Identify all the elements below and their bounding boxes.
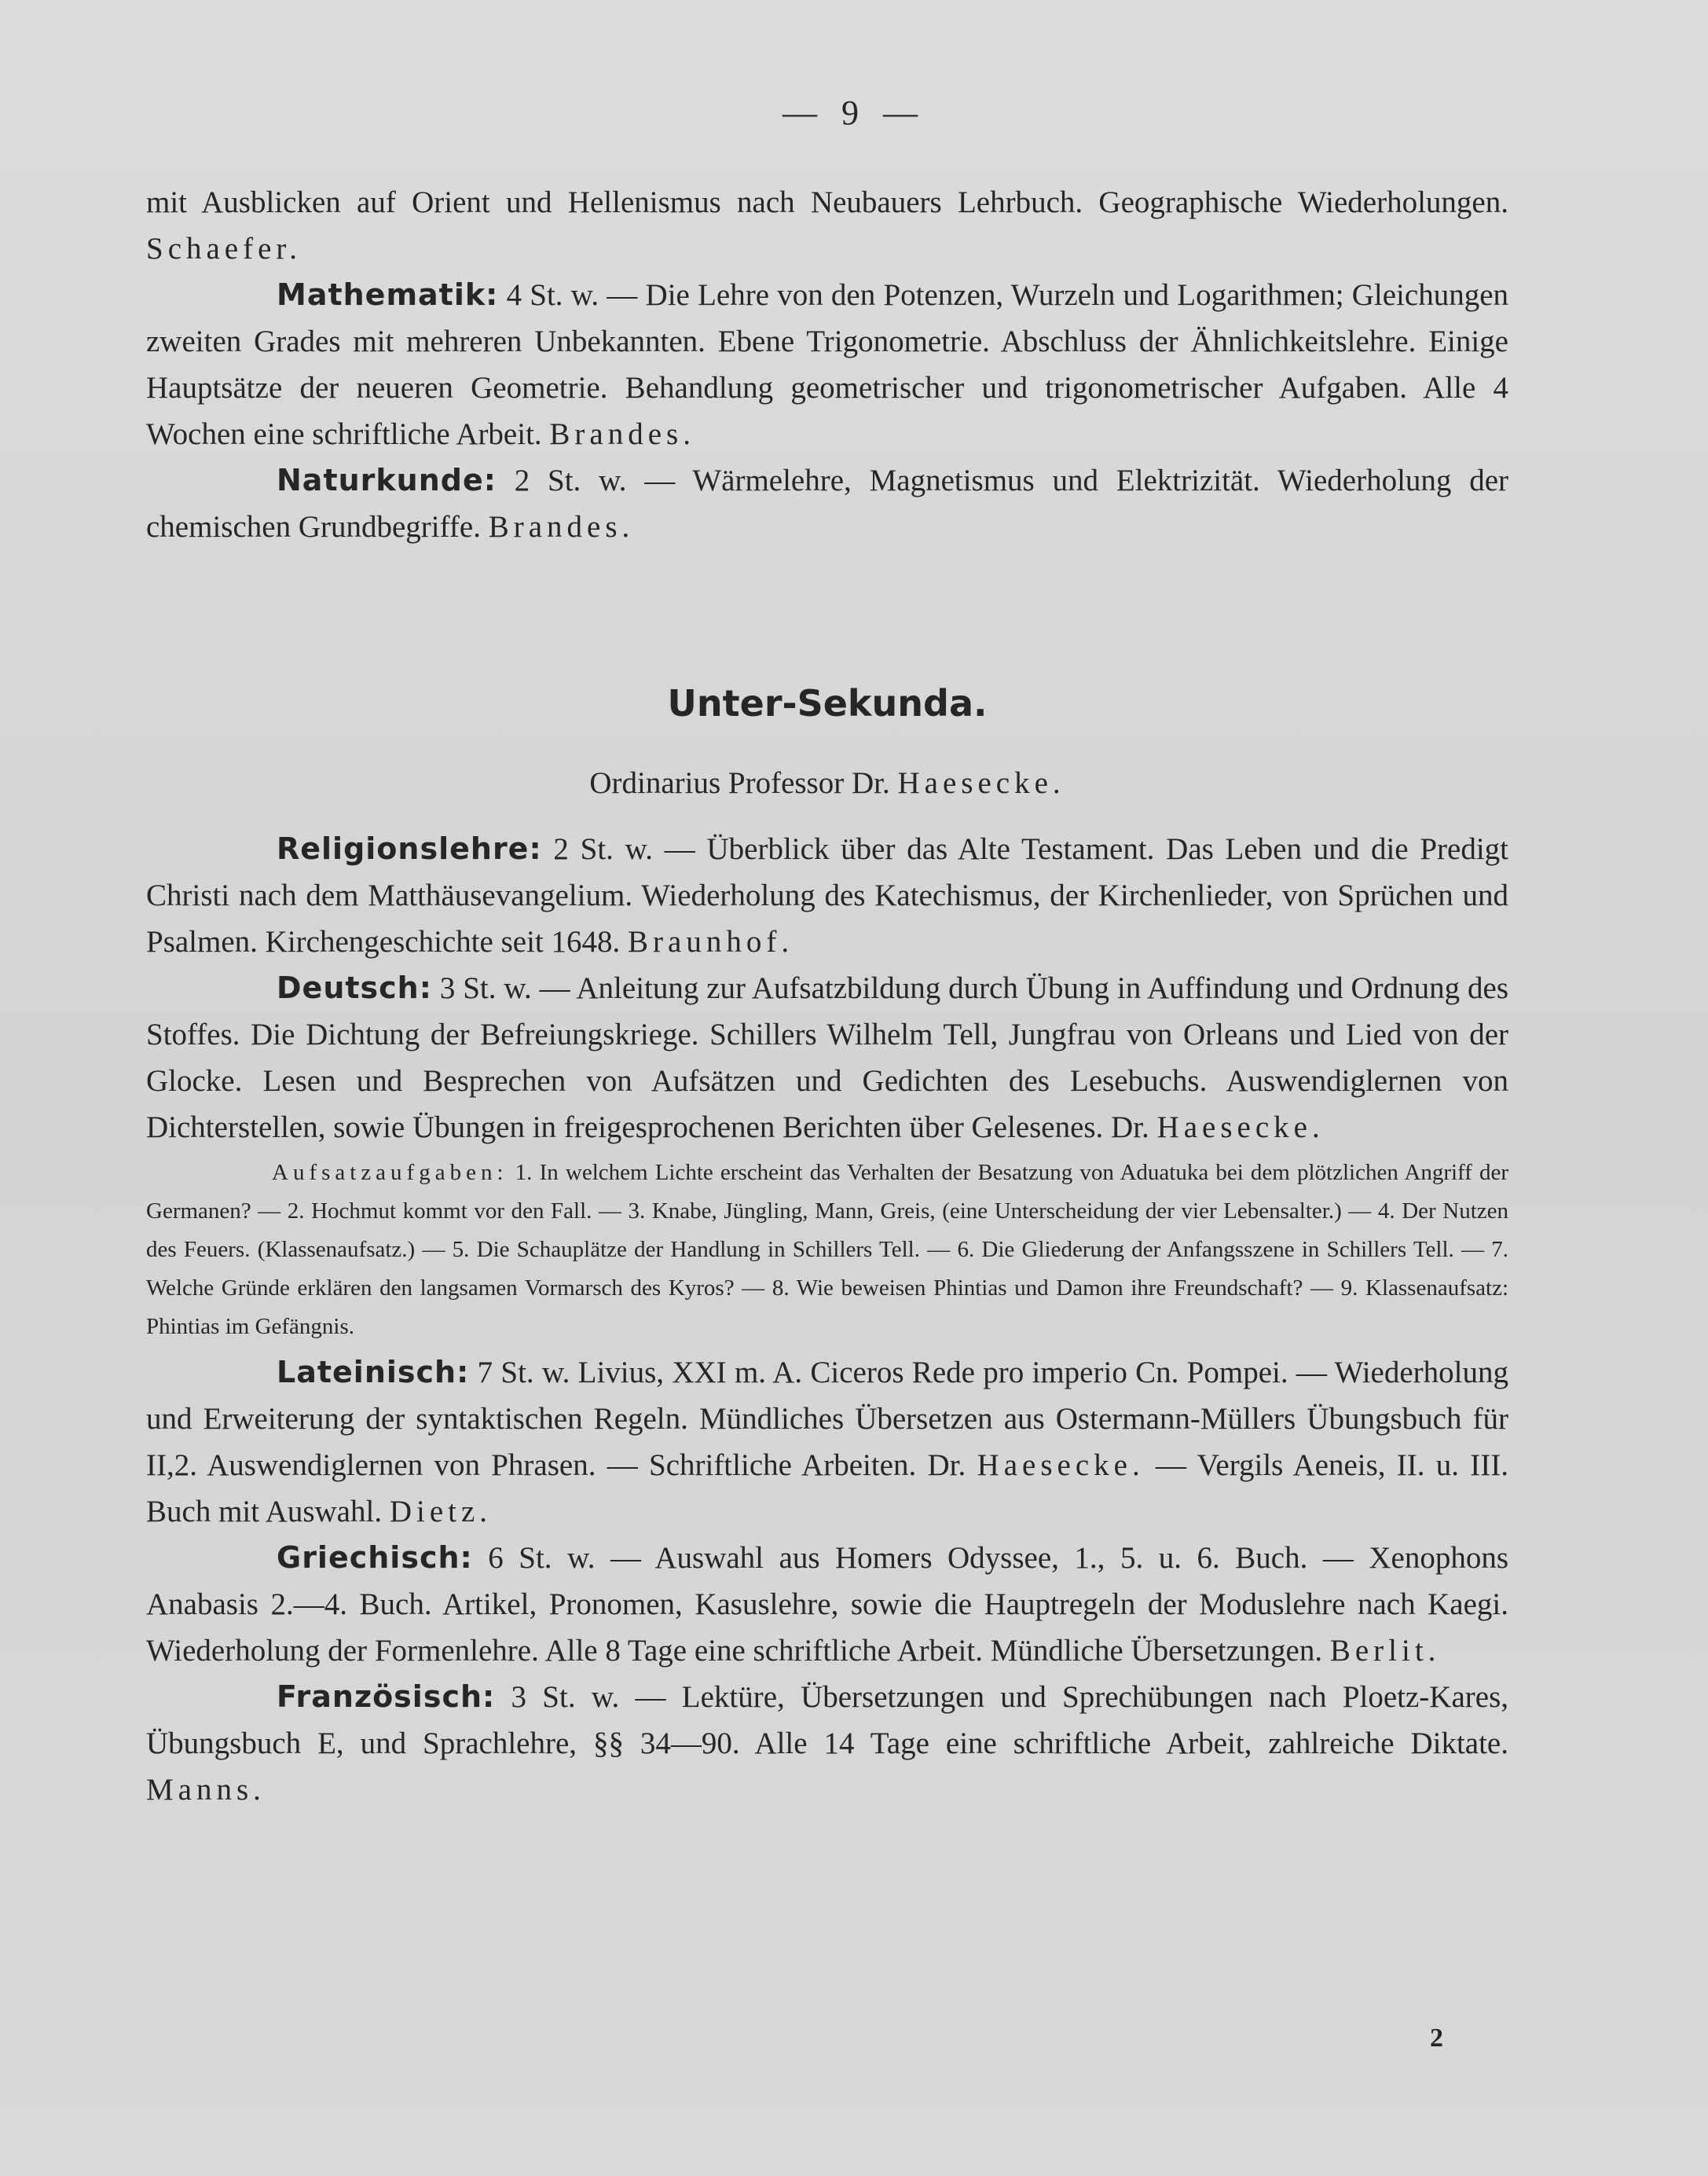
griechisch-heading: Griechisch: — [277, 1540, 473, 1575]
intro-paragraph — [146, 179, 1508, 272]
griechisch-text: 6 St. w. — Auswahl aus Homers Odyssee, 1., 5. u. 6. Buch. — Xenophons Anabasis 2.—4. Buch. Artikel, Pronomen, Kasuslehre, sowie die Hauptregeln der Moduslehre nach Kaegi. Wiederholung der Formenlehre. Alle 8 Tage eine schriftliche Arbeit. Mündliche Übersetzungen. — [146, 1541, 1509, 1668]
ordinarius-name: Haesecke. — [897, 766, 1065, 800]
franzoesisch-text: 3 St. w. — Lektüre, Übersetzungen und Sprechübungen nach Ploetz-Kares, Übungsbuch E, und Sprachlehre, §§ 34—90. Alle 14 Tage eine schriftliche Arbeit, zahlreiche Diktate. — [146, 1680, 1508, 1760]
mathematik-heading: Mathematik: — [277, 277, 499, 312]
lateinisch-teacher-2: Dietz. — [389, 1495, 493, 1528]
ordinarius-line — [146, 765, 1508, 801]
religion-heading: Religionslehre: — [277, 831, 542, 866]
mathematik-text: 4 St. w. — Die Lehre von den Potenzen, Wurzeln und Logarithmen; Gleichungen zweiten Grades mit mehreren Unbekannten. Ebene Trigonometrie. Abschluss der Ähnlichkeitslehre. Einige Hauptsätze der neueren Geometrie. Behandlung geometrischer und trigonometrischer Aufgaben. Alle 4 Wochen eine schriftliche Arbeit. — [146, 278, 1509, 451]
naturkunde-text: 2 St. w. — Wärmelehre, Magnetismus und Elektrizität. Wiederholung der chemischen Grundbegriffe. — [146, 464, 1509, 544]
previous-section-continuation — [146, 179, 1508, 550]
lateinisch-text-1: 7 St. w. Livius, XXI m. A. Ciceros Rede pro imperio Cn. Pompei. — Wiederholung und Erweiterung der syntaktischen Regeln. Mündliches Übersetzen aus Ostermann-Müllers Übungsbuch für II,2. Auswendiglernen von Phrasen. — Schriftliche Arbeiten. Dr. — [146, 1356, 1508, 1482]
unter-sekunda-section — [146, 682, 1508, 1813]
lateinisch-text-2: — Vergils Aeneis, II. u. III. Buch mit Auswahl. — [146, 1448, 1509, 1528]
naturkunde-heading: Naturkunde: — [277, 463, 497, 497]
naturkunde-teacher: Brandes. — [488, 510, 635, 544]
franzoesisch-paragraph — [146, 1674, 1508, 1813]
section-title: Unter-Sekunda. — [667, 682, 988, 725]
intro-teacher: Schaefer. — [146, 232, 302, 266]
page-number: — 9 — — [783, 94, 925, 132]
mathematik-teacher: Brandes. — [549, 417, 695, 451]
religion-text: 2 St. w. — Überblick über das Alte Testament. Das Leben und die Predigt Christi nach dem Matthäusevangelium. Wiederholung des Katechismus, der Kirchenlieder, von Sprüchen und Psalmen. Kirchengeschichte seit 1648. — [146, 832, 1509, 959]
lateinisch-teacher-1: Haesecke. — [977, 1448, 1145, 1482]
deutsch-paragraph — [146, 965, 1508, 1150]
mathematik-paragraph — [146, 272, 1508, 457]
franzoesisch-teacher: Manns. — [146, 1773, 266, 1807]
deutsch-text: 3 St. w. — Anleitung zur Aufsatzbildung durch Übung in Auffindung und Ordnung des Stoffes. Die Dichtung der Befreiungskriege. Schillers Wilhelm Tell, Jungfrau von Orleans und Lied von der Glocke. Lesen und Besprechen von Aufsätzen und Gedichten des Lesebuchs. Auswendiglernen von Dichterstellen, sowie Übungen in freigesprochenen Berichten über Gelesenes. Dr. — [146, 971, 1508, 1144]
lateinisch-paragraph — [146, 1349, 1508, 1535]
ordinarius-text: Ordinarius Professor Dr. — [589, 766, 890, 800]
printer-signature: 2 — [1430, 2024, 1443, 2053]
aufsatz-text: 1. In welchem Lichte erscheint das Verhalten der Besatzung von Aduatuka bei dem plötzlichen Angriff der Germanen? — 2. Hochmut kommt vor den Fall. — 3. Knabe, Jüngling, Mann, Greis, (eine Unterscheidung der vier Lebensalter.) — 4. Der Nutzen des Feuers. (Klassenaufsatz.) — 5. Die Schauplätze der Handlung in Schillers Tell. — 6. Die Gliederung der Anfangsszene in Schillers Tell. — 7. Welche Gründe erklären den langsamen Vormarsch des Kyros? — 8. Wie beweisen Phintias und Damon ihre Freundschaft? — 9. Klassenaufsatz: Phintias im Gefängnis. — [146, 1160, 1509, 1339]
deutsch-teacher: Haesecke. — [1156, 1110, 1325, 1144]
griechisch-paragraph — [146, 1535, 1508, 1674]
intro-text: mit Ausblicken auf Orient und Hellenismus nach Neubauers Lehrbuch. Geographische Wiederholungen. — [146, 185, 1508, 219]
deutsch-heading: Deutsch: — [277, 971, 432, 1005]
naturkunde-paragraph — [146, 457, 1508, 550]
franzoesisch-heading: Französisch: — [277, 1679, 496, 1714]
aufsatz-label: Aufsatzaufgaben: — [272, 1160, 508, 1185]
lateinisch-heading: Lateinisch: — [277, 1355, 470, 1389]
religion-paragraph — [146, 826, 1508, 965]
aufsatz-paragraph — [146, 1154, 1508, 1346]
griechisch-teacher: Berlit. — [1329, 1634, 1441, 1668]
religion-teacher: Braunhof. — [628, 925, 794, 959]
